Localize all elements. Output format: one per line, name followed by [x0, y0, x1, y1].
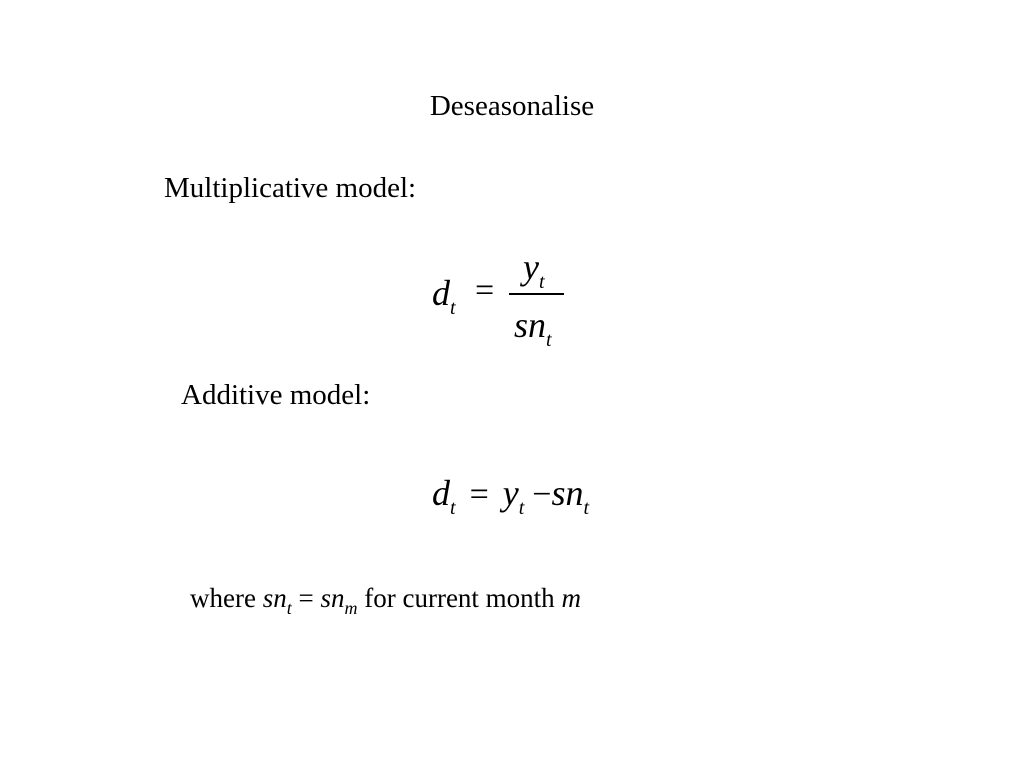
add-equals: = [469, 476, 489, 513]
add-lhs-var: d [432, 473, 450, 513]
where-word: where [190, 583, 256, 613]
fraction-denominator [514, 304, 552, 351]
add-sn-var: sn [551, 473, 584, 513]
add-lhs-sub: t [450, 497, 456, 519]
fraction-bar [509, 293, 564, 295]
fraction-numerator [523, 246, 545, 293]
add-sn-sub: t [583, 497, 590, 519]
slide-title: Deseasonalise [429, 90, 595, 122]
where-note [190, 583, 581, 618]
note-snm-var: sn [320, 583, 345, 613]
note-snm-sub: m [344, 598, 358, 618]
den-sub: t [546, 329, 552, 351]
multiplicative-lhs [432, 272, 456, 319]
num-sub: t [538, 271, 545, 293]
add-y-sub: t [518, 497, 525, 519]
add-y-var: y [502, 473, 519, 513]
note-rest: for current month [364, 583, 555, 613]
note-month-var: m [561, 583, 581, 613]
additive-formula [432, 472, 590, 519]
multiplicative-equals: = [475, 272, 495, 309]
lhs-var: d [432, 273, 450, 313]
note-sn-sub: t [286, 598, 292, 618]
multiplicative-model-label: Multiplicative model: [164, 172, 417, 204]
lhs-sub: t [450, 297, 456, 319]
additive-model-label: Additive model: [181, 379, 371, 411]
num-var: y [523, 247, 539, 287]
note-sn-var: sn [262, 583, 287, 613]
note-equals: = [298, 583, 314, 613]
den-var: sn [514, 305, 547, 345]
add-minus: − [532, 476, 552, 513]
